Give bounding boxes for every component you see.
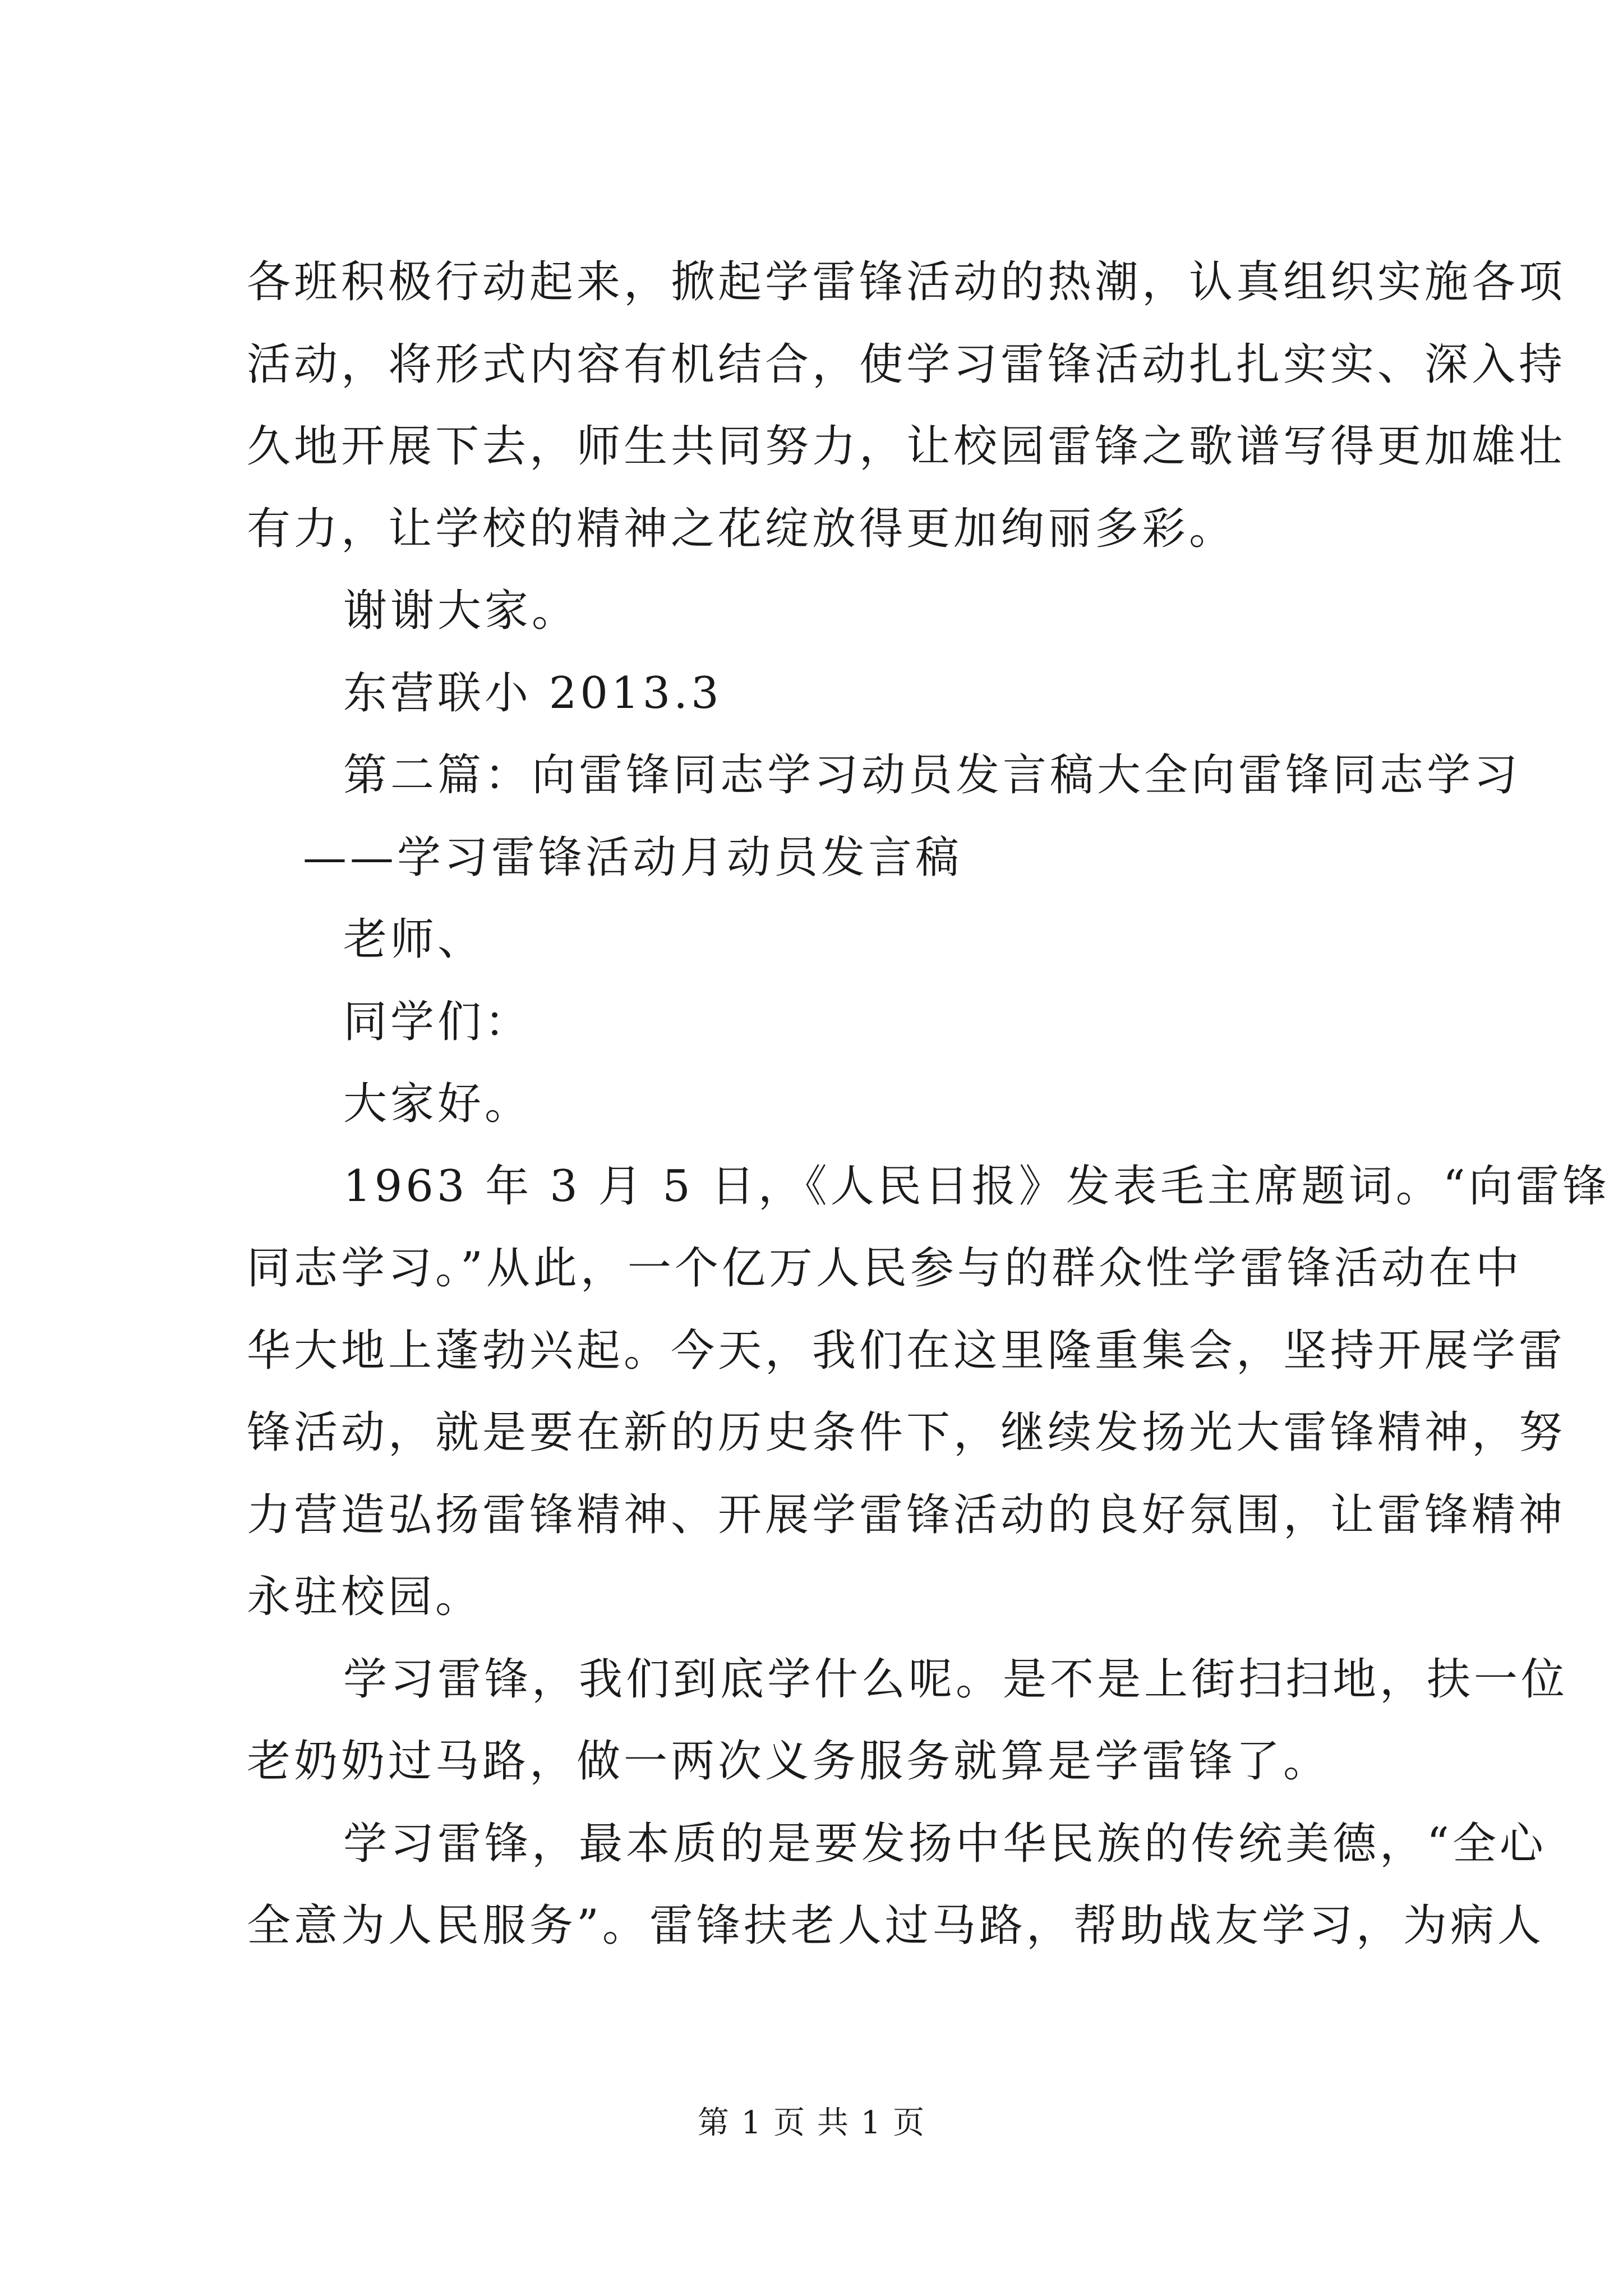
signature-line: 东营联小 2013.3 (343, 668, 722, 719)
second-article-subtitle: ——学习雷锋活动月动员发言稿 (303, 832, 963, 883)
text-line: 力营造弘扬雷锋精神、开展学雷锋活动的良好氛围，让雷锋精神 (247, 1489, 1566, 1540)
text-line: 久地开展下去，师生共同努力，让校园雷锋之歌谱写得更加雄壮 (247, 421, 1566, 472)
text-line: 全意为人民服务”。雷锋扶老人过马路，帮助战友学习，为病人 (247, 1901, 1544, 1951)
thanks-line: 谢谢大家。 (343, 586, 579, 636)
text-line: 学习雷锋，我们到底学什么呢。是不是上街扫扫地，扶一位 (343, 1654, 1569, 1705)
paragraph-essence (247, 1803, 1547, 1967)
text-line: 有力，让学校的精神之花绽放得更加绚丽多彩。 (247, 503, 1237, 554)
greeting-line: 大家好。 (343, 1079, 532, 1129)
salutation-teachers: 老师、 (343, 914, 485, 965)
paragraph-question (247, 1639, 1569, 1803)
second-article-title: 第二篇：向雷锋同志学习动员发言稿大全向雷锋同志学习 (343, 750, 1521, 800)
document-body (247, 241, 1610, 1967)
text-line: 华大地上蓬勃兴起。今天，我们在这里隆重集会，坚持开展学雷 (247, 1325, 1566, 1376)
text-line: 各班积极行动起来，掀起学雷锋活动的热潮，认真组织实施各项 (247, 257, 1566, 307)
paragraph-intro-continuation (247, 241, 1566, 570)
text-line: 同志学习。”从此，一个亿万人民参与的群众性学雷锋活动在中 (247, 1243, 1523, 1294)
text-line: 老奶奶过马路，做一两次义务服务就算是学雷锋了。 (247, 1736, 1331, 1787)
salutation-students: 同学们： (343, 996, 532, 1047)
page-footer: 第 1 页 共 1 页 (697, 2105, 926, 2141)
paragraph-history (247, 1145, 1610, 1639)
text-line: 永驻校园。 (247, 1572, 483, 1622)
text-line: 活动，将形式内容有机结合，使学习雷锋活动扎扎实实、深入持 (247, 339, 1566, 390)
text-line: 学习雷锋，最本质的是要发扬中华民族的传统美德，“全心 (343, 1818, 1547, 1869)
text-line: 1963 年 3 月 5 日，《人民日报》发表毛主席题词。“向雷锋 (343, 1161, 1610, 1212)
text-line: 锋活动，就是要在新的历史条件下，继续发扬光大雷锋精神，努 (247, 1407, 1566, 1458)
